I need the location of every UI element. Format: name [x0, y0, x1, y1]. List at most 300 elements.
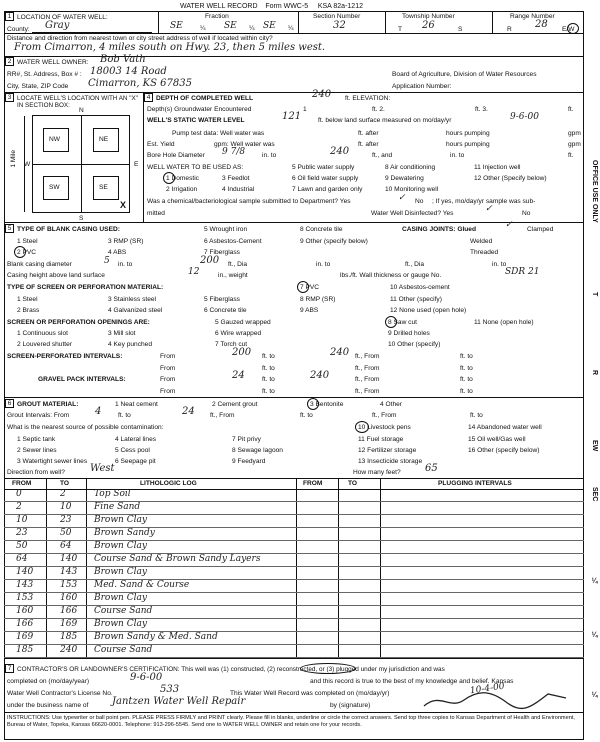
log-desc[interactable]: Course Sand & Brown Sandy Layers	[94, 554, 261, 564]
office-quarter-2: ¼	[591, 632, 598, 639]
cert-line-1: CONTRACTOR'S OR LANDOWNER'S CERTIFICATION: This well was (1) constructed, (2) reconstructed, or (3) plugged under my jurisdiction and was	[17, 666, 445, 673]
casing-abs[interactable]: 4 ABS	[108, 249, 127, 256]
casing-wrought[interactable]: 5 Wrought iron	[204, 226, 248, 233]
open-wire[interactable]: 6 Wire wrapped	[215, 330, 262, 337]
fraction-1[interactable]: SE	[170, 21, 183, 31]
cert-line-4a: under the business name of	[7, 702, 89, 709]
plug-from-header: FROM	[303, 480, 323, 487]
contam-other[interactable]: 16 Other (specify below)	[468, 447, 540, 454]
use-irrigation[interactable]: 2 Irrigation	[166, 186, 198, 193]
open-sawcut[interactable]: 8 Saw cut	[388, 319, 417, 326]
gravel-ft-to: ft. to	[262, 376, 275, 383]
owner-label: WATER WELL OWNER:	[17, 59, 89, 66]
casing-joints-label: CASING JOINTS: Glued	[402, 226, 477, 233]
perf2-from: From	[160, 365, 176, 372]
use-public[interactable]: 5 Public water supply	[292, 164, 355, 171]
township-dir: S	[458, 26, 463, 33]
use-label: WELL WATER TO BE USED AS:	[147, 164, 244, 171]
use-air[interactable]: 8 Air conditioning	[385, 164, 436, 171]
perf2-ft-to-2: ft. to	[460, 365, 473, 372]
city-label: City, State, ZIP Code	[7, 83, 69, 90]
section-1-number: 1	[5, 12, 14, 21]
log-desc[interactable]: Fine Sand	[94, 502, 141, 512]
log-from[interactable]: 140	[16, 567, 34, 577]
range-dir: E/W	[562, 26, 575, 33]
log-desc[interactable]: Brown Clay	[94, 515, 147, 525]
log-row	[0, 541, 600, 553]
cert-line-2a: completed on (mo/day/year)	[7, 678, 90, 685]
use-lawn[interactable]: 7 Lawn and garden only	[292, 186, 363, 193]
screen-steel[interactable]: 1 Steel	[17, 296, 38, 303]
contam-livestock[interactable]: 10 Livestock pens	[358, 424, 411, 431]
divider	[143, 92, 144, 222]
grout-cement[interactable]: 2 Cement grout	[212, 401, 258, 408]
sample-tail: ; If yes, mo/day/yr sample was sub-	[432, 198, 536, 205]
log-row	[0, 489, 600, 501]
disinfected-label: Water Well Disinfected? Yes	[371, 210, 454, 217]
perf-from-label: From	[160, 353, 176, 360]
log-to[interactable]: 185	[60, 632, 78, 642]
by-signature: by (signature)	[330, 702, 371, 709]
casing-clamped[interactable]: Clamped	[527, 226, 554, 233]
diam-in-to-2: in. to	[316, 261, 331, 268]
license-value[interactable]: 533	[160, 684, 180, 695]
locate-label: LOCATE WELL'S LOCATION WITH AN "X" IN SECTION BOX:	[17, 95, 138, 110]
open-none[interactable]: 11 None (open hole)	[474, 319, 534, 326]
fraction-label: Fraction	[205, 13, 229, 20]
height-label: Casing height above land surface	[7, 272, 105, 279]
log-desc[interactable]: Brown Clay	[94, 593, 147, 603]
township-value[interactable]: 26	[422, 20, 435, 31]
log-to[interactable]: 153	[60, 580, 78, 590]
perf-ft-from: ft., From	[355, 353, 380, 360]
office-use-label: OFFICE USE ONLY	[591, 160, 598, 223]
section-5-number: 5	[5, 224, 14, 233]
use-domestic[interactable]: 1 Domestic	[166, 175, 199, 182]
distance-value[interactable]: From Cimarron, 4 miles south on Hwy. 23, then 5 miles west.	[14, 42, 326, 53]
address-value[interactable]: 18003 14 Road	[90, 66, 167, 77]
divider	[4, 33, 584, 34]
gw-label: Depth(s) Groundwater Encountered	[147, 106, 252, 113]
plug-title: PLUGGING INTERVALS	[438, 480, 512, 487]
open-gauzed[interactable]: 5 Gauzed wrapped	[215, 319, 271, 326]
open-other[interactable]: 10 Other (specify)	[388, 341, 441, 348]
gravel-to-value[interactable]: 240	[310, 370, 330, 381]
log-from[interactable]: 166	[16, 619, 34, 629]
signature-scribble	[420, 688, 570, 710]
contam-septic[interactable]: 1 Septic tank	[17, 436, 56, 443]
log-from[interactable]: 153	[16, 593, 34, 603]
log-to[interactable]: 10	[60, 502, 72, 512]
contam-fuel[interactable]: 11 Fuel storage	[358, 436, 404, 443]
divider	[492, 11, 493, 33]
depth-label: DEPTH OF COMPLETED WELL	[156, 95, 254, 102]
section-box-e: E	[134, 161, 139, 168]
range-label: Range Number	[510, 13, 555, 20]
office-t-label: T	[591, 292, 598, 297]
county-value[interactable]: Gray	[45, 20, 70, 31]
se-label: SE	[99, 184, 108, 191]
pump-hours: hours pumping	[446, 130, 490, 137]
plug-to-header: TO	[348, 480, 358, 487]
use-injection[interactable]: 11 Injection well	[474, 164, 521, 171]
sawcut-circle	[385, 316, 397, 328]
lithologic-log	[0, 489, 600, 658]
mile-arrow	[24, 116, 25, 212]
section-label: Section Number	[313, 13, 361, 20]
casing-other[interactable]: 9 Other (specify below)	[300, 238, 368, 245]
log-to-header: TO	[60, 480, 70, 487]
open-mill[interactable]: 3 Mill slot	[108, 330, 136, 337]
perf-ft-to: ft. to	[262, 353, 275, 360]
perf-label: SCREEN-PERFORATED INTERVALS:	[7, 353, 123, 360]
contam-sewer[interactable]: 2 Sewer lines	[17, 447, 57, 454]
log-desc[interactable]: Top Soil	[94, 489, 131, 499]
static-tail: ft. below land surface measured on mo/day/yr	[318, 117, 452, 124]
log-to[interactable]: 166	[60, 606, 78, 616]
yield-hours: hours pumping	[446, 141, 490, 148]
log-from-header: FROM	[12, 480, 32, 487]
open-louvered[interactable]: 2 Louvered shutter	[17, 341, 72, 348]
divider	[4, 92, 584, 93]
record-date[interactable]: 10-4-00	[469, 681, 506, 697]
diam-dia: ft., Dia	[228, 261, 248, 268]
office-r-label: R	[591, 370, 598, 376]
disinfected-no[interactable]: No	[522, 210, 531, 217]
log-desc[interactable]: Brown Clay	[94, 541, 147, 551]
pump-label: Pump test data: Well water was	[172, 130, 265, 137]
screen-galvanized[interactable]: 4 Galvanized steel	[108, 307, 163, 314]
grout-from-value[interactable]: 4	[95, 406, 102, 417]
casing-asbestos[interactable]: 6 Asbestos-Cement	[204, 238, 262, 245]
contam-lateral[interactable]: 4 Lateral lines	[115, 436, 157, 443]
section-box[interactable]	[24, 107, 139, 222]
log-to[interactable]: 64	[60, 541, 72, 551]
diam-value[interactable]: 5	[104, 256, 110, 266]
cert-line-3b: This Water Well Record was completed on (mo/day/yr)	[230, 690, 390, 697]
log-from[interactable]: 2	[16, 502, 22, 512]
log-row	[0, 645, 600, 657]
location-x-mark: X	[120, 200, 127, 210]
log-row	[0, 593, 600, 605]
howmany-label: How many feet?	[353, 469, 401, 476]
log-title: LITHOLOGIC LOG	[140, 480, 197, 487]
grout-ft-to-3: ft. to	[470, 412, 483, 419]
use-dewatering[interactable]: 9 Dewatering	[385, 175, 424, 182]
screen-stainless[interactable]: 3 Stainless steel	[108, 296, 157, 303]
owner-name[interactable]: Bob Vath	[100, 54, 146, 65]
log-row	[0, 606, 600, 618]
sample-question: Was a chemical/bacteriological sample submitted to Department? Yes	[147, 198, 351, 205]
log-from[interactable]: 23	[16, 528, 28, 538]
screen-other[interactable]: 11 Other (specify)	[390, 296, 442, 303]
casing-welded[interactable]: Welded	[470, 238, 493, 245]
perf-ft-to-2: ft. to	[460, 353, 473, 360]
log-desc[interactable]: Brown Clay	[94, 619, 147, 629]
log-from[interactable]: 169	[16, 632, 34, 642]
direction-label: Direction from well?	[7, 469, 65, 476]
quarter-3: ¼	[288, 25, 294, 32]
range-value[interactable]: 28	[535, 19, 548, 30]
perf-from-value[interactable]: 200	[232, 347, 252, 358]
log-from[interactable]: 185	[16, 645, 34, 655]
contam-oil[interactable]: 15 Oil well/Gas well	[468, 436, 526, 443]
contam-fertilizer[interactable]: 12 Fertilizer storage	[358, 447, 417, 454]
contam-pit[interactable]: 7 Pit privy	[232, 436, 261, 443]
casing-fiberglass[interactable]: 7 Fiberglass	[204, 249, 240, 256]
cert-line-2b: and this record is true to the best of my knowledge and belief. Kansas	[310, 678, 514, 685]
section-6-number: 6	[5, 399, 14, 408]
sample-check: ✓	[398, 193, 406, 203]
box-mid-h	[33, 164, 129, 165]
gravel2-ft-from: ft., From	[355, 388, 380, 395]
open-drilled[interactable]: 9 Drilled holes	[388, 330, 430, 337]
contam-watertight[interactable]: 3 Watertight sewer lines	[17, 458, 88, 465]
contam-feedyard[interactable]: 9 Feedyard	[232, 458, 266, 465]
static-date[interactable]: 9-6-00	[510, 112, 539, 122]
log-to[interactable]: 160	[60, 593, 78, 603]
divider	[158, 11, 159, 33]
log-to[interactable]: 50	[60, 528, 72, 538]
sample-no[interactable]: No	[415, 198, 424, 205]
glued-check: ✓	[505, 220, 513, 230]
pump-gpm: gpm	[568, 130, 581, 137]
fraction-2[interactable]: SE	[224, 21, 237, 31]
business-name[interactable]: Jantzen Water Well Repair	[112, 696, 246, 707]
screen-asbestos[interactable]: 10 Asbestos-cement	[390, 284, 450, 291]
log-row	[0, 567, 600, 579]
divider	[298, 11, 299, 33]
log-desc[interactable]: Course Sand	[94, 606, 153, 616]
wall-value[interactable]: SDR 21	[505, 267, 540, 277]
yield-gpm: gpm	[568, 141, 581, 148]
diam-dia-2: ft., Dia	[405, 261, 425, 268]
fraction-3[interactable]: SE	[263, 21, 276, 31]
address-label: RR#, St. Address, Box # :	[7, 71, 82, 78]
bore-in-to: in. to	[262, 152, 277, 159]
use-other[interactable]: 12 Other (Specify below)	[474, 175, 547, 182]
mile-label: 1 Mile	[10, 150, 17, 168]
divider	[385, 11, 386, 33]
log-from[interactable]: 10	[16, 515, 28, 525]
diam-in-to-3: in. to	[492, 261, 507, 268]
disinfected-check: ✓	[485, 204, 493, 214]
use-monitoring[interactable]: 10 Monitoring well	[385, 186, 439, 193]
county-label: County:	[7, 26, 30, 33]
bore-in: in. to	[450, 152, 465, 159]
grout-ft-from-2: ft., From	[372, 412, 397, 419]
direction-value[interactable]: West	[90, 463, 115, 474]
screen-brass[interactable]: 2 Brass	[17, 307, 40, 314]
contam-seepage[interactable]: 6 Seepage pit	[115, 458, 156, 465]
weight-label: in., weight	[218, 272, 248, 279]
screen-pvc-circle	[297, 281, 309, 293]
gravel2-ft-to: ft. to	[262, 388, 275, 395]
grout-bentonite[interactable]: 3 Bentonite	[310, 401, 344, 408]
cert-line-3a: Water Well Contractor's License No.	[7, 690, 113, 697]
grout-ft-to: ft. to	[118, 412, 131, 419]
log-desc[interactable]: Brown Clay	[94, 567, 147, 577]
bore-to-value[interactable]: 240	[330, 146, 350, 157]
log-top	[4, 478, 584, 479]
app-number-label: Application Number:	[392, 83, 452, 90]
section-box-n: N	[79, 107, 84, 114]
casing-label: TYPE OF BLANK CASING USED:	[17, 226, 120, 233]
log-row	[0, 502, 600, 514]
yield-after: ft. after	[358, 141, 379, 148]
completed-date[interactable]: 9-6-00	[130, 672, 163, 683]
log-row	[0, 632, 600, 644]
quarter-1: ¼	[200, 25, 206, 32]
contam-cess[interactable]: 5 Cess pool	[115, 447, 150, 454]
log-row	[0, 580, 600, 592]
screen-concrete[interactable]: 6 Concrete tile	[204, 307, 247, 314]
log-to[interactable]: 240	[60, 645, 78, 655]
static-label: WELL'S STATIC WATER LEVEL	[147, 117, 245, 124]
wall-label: lbs./ft. Wall thickness or gauge No.	[340, 272, 442, 279]
grout-neat[interactable]: 1 Neat cement	[115, 401, 158, 408]
range-prefix: R	[507, 26, 512, 33]
use-feedlot[interactable]: 3 Feedlot	[222, 175, 250, 182]
log-from[interactable]: 160	[16, 606, 34, 616]
office-ew-label: EW	[591, 440, 598, 452]
log-desc[interactable]: Med. Sand & Course	[94, 580, 190, 590]
log-from[interactable]: 0	[16, 489, 22, 499]
ne-label: NE	[99, 136, 109, 143]
log-desc[interactable]: Course Sand	[94, 645, 153, 655]
gw-3: ft. 3.	[475, 106, 488, 113]
township-label: Township Number	[402, 13, 455, 20]
screen-none[interactable]: 12 None used (open hole)	[390, 307, 467, 314]
gravel-ft-from: ft., From	[355, 376, 380, 383]
grout-label: GROUT MATERIAL:	[17, 401, 79, 408]
perf2-ft-to: ft. to	[262, 365, 275, 372]
screen-label: TYPE OF SCREEN OR PERFORATION MATERIAL:	[7, 284, 164, 291]
perf-to-value[interactable]: 240	[330, 347, 350, 358]
grout-other[interactable]: 4 Other	[380, 401, 402, 408]
township-prefix: T	[398, 26, 403, 33]
bentonite-circle	[307, 398, 319, 410]
casing-threaded[interactable]: Threaded	[470, 249, 499, 256]
grout-to-value[interactable]: 24	[182, 406, 195, 417]
gw-1: 1	[303, 106, 307, 113]
casing-concrete[interactable]: 8 Concrete tile	[300, 226, 343, 233]
contam-lagoon[interactable]: 8 Sewage lagoon	[232, 447, 283, 454]
contam-abandoned[interactable]: 14 Abandoned water well	[468, 424, 542, 431]
log-to[interactable]: 140	[60, 554, 78, 564]
log-row	[0, 515, 600, 527]
screen-pvc[interactable]: 7 PVC	[300, 284, 320, 291]
instructions: INSTRUCTIONS: Use typewriter or ball point pen. PLEASE PRESS FIRMLY and PRINT clearly. Please fill in blanks, underline or circle the correct answers. Send top three copies to Kansas Department of Health and Environment, Bureau of Water, Topeka, Kansas 66620-0001. Telephone: 913-296-5545. Send one to WATER WELL OWNER and retain one for your records.	[7, 715, 575, 728]
gravel-from-value[interactable]: 24	[232, 370, 245, 381]
section-7-number: 7	[5, 664, 14, 673]
casing-rmp[interactable]: 3 RMP (SR)	[108, 238, 144, 245]
diam-label: Blank casing diameter	[7, 261, 72, 268]
gw-ft: ft.	[568, 106, 574, 113]
screen-rmp[interactable]: 8 RMP (SR)	[300, 296, 336, 303]
form-title: WATER WELL RECORD Form WWC-5 KSA 82a-1212	[180, 3, 363, 10]
casing-pvc[interactable]: 2 PVC	[17, 249, 37, 256]
howmany-value[interactable]: 65	[425, 463, 438, 474]
open-continuous[interactable]: 1 Continuous slot	[17, 330, 68, 337]
section-3-number: 3	[5, 93, 14, 102]
divider	[4, 712, 584, 713]
constructed-circle	[300, 663, 356, 674]
distance-label: Distance and direction from nearest town or city street address of well if located within city?	[7, 35, 273, 42]
height-value[interactable]: 12	[188, 267, 200, 277]
grout-ft-from: ft., From	[210, 412, 235, 419]
gravel-label: GRAVEL PACK INTERVALS:	[38, 376, 126, 383]
section-4-number: 4	[144, 93, 153, 102]
log-row	[0, 554, 600, 566]
section-box-w: W	[24, 161, 31, 168]
log-to[interactable]: 2	[60, 489, 66, 499]
section-box-s: S	[79, 215, 84, 222]
domestic-circle	[163, 172, 175, 184]
log-from[interactable]: 143	[16, 580, 34, 590]
log-from[interactable]: 50	[16, 541, 28, 551]
section-value[interactable]: 32	[333, 20, 346, 31]
log-row	[0, 619, 600, 631]
bore-ft-and: ft., and	[372, 152, 393, 159]
sample-submitted: mitted	[147, 210, 165, 217]
diam-in-to: in. to	[118, 261, 133, 268]
divider	[4, 56, 584, 57]
elevation-label: ft. ELEVATION:	[345, 95, 391, 102]
casing-steel[interactable]: 1 Steel	[17, 238, 38, 245]
divider	[4, 397, 584, 398]
contam-label: What is the nearest source of possible contamination:	[7, 424, 164, 431]
gravel2-from: From	[160, 388, 176, 395]
log-desc[interactable]: Brown Sandy & Med. Sand	[94, 632, 218, 642]
depth-value[interactable]: 240	[312, 89, 332, 100]
yield-label: Est. Yield	[147, 141, 175, 148]
screen-abs[interactable]: 9 ABS	[300, 307, 319, 314]
use-industrial[interactable]: 4 Industrial	[222, 186, 255, 193]
log-to[interactable]: 23	[60, 515, 72, 525]
open-torch[interactable]: 7 Torch cut	[215, 341, 248, 348]
log-to[interactable]: 143	[60, 567, 78, 577]
contam-insecticide[interactable]: 13 Insecticide storage	[358, 458, 423, 465]
screen-fiberglass[interactable]: 5 Fiberglass	[204, 296, 240, 303]
static-value[interactable]: 121	[282, 111, 302, 122]
log-from[interactable]: 64	[16, 554, 28, 564]
yield-mid: gpm: Well water was	[214, 141, 275, 148]
log-desc[interactable]: Brown Sandy	[94, 528, 155, 538]
gravel-ft-to-2: ft. to	[460, 376, 473, 383]
diam-to-value[interactable]: 200	[200, 255, 220, 266]
divider	[4, 222, 584, 223]
section-2-number: 2	[5, 57, 14, 66]
bore-value[interactable]: 9 7/8	[222, 147, 246, 157]
open-key[interactable]: 4 Key punched	[108, 341, 152, 348]
grout-ft-to-2: ft. to	[300, 412, 313, 419]
city-value[interactable]: Cimarron, KS 67835	[88, 78, 192, 89]
office-quarter-1: ¼	[591, 578, 598, 585]
perf2-ft-from: ft., From	[355, 365, 380, 372]
nw-label: NW	[49, 136, 60, 143]
location-label: LOCATION OF WATER WELL:	[17, 14, 108, 21]
pump-after: ft. after	[358, 130, 379, 137]
log-row	[0, 528, 600, 540]
grout-intervals-label: Grout Intervals: From	[7, 412, 70, 419]
gravel-from-label: From	[160, 376, 176, 383]
office-quarter-3: ¼	[591, 692, 598, 699]
use-oilfield[interactable]: 6 Oil field water supply	[292, 175, 359, 182]
livestock-circle	[355, 421, 369, 433]
office-sec-label: SEC	[591, 487, 598, 502]
log-to[interactable]: 169	[60, 619, 78, 629]
